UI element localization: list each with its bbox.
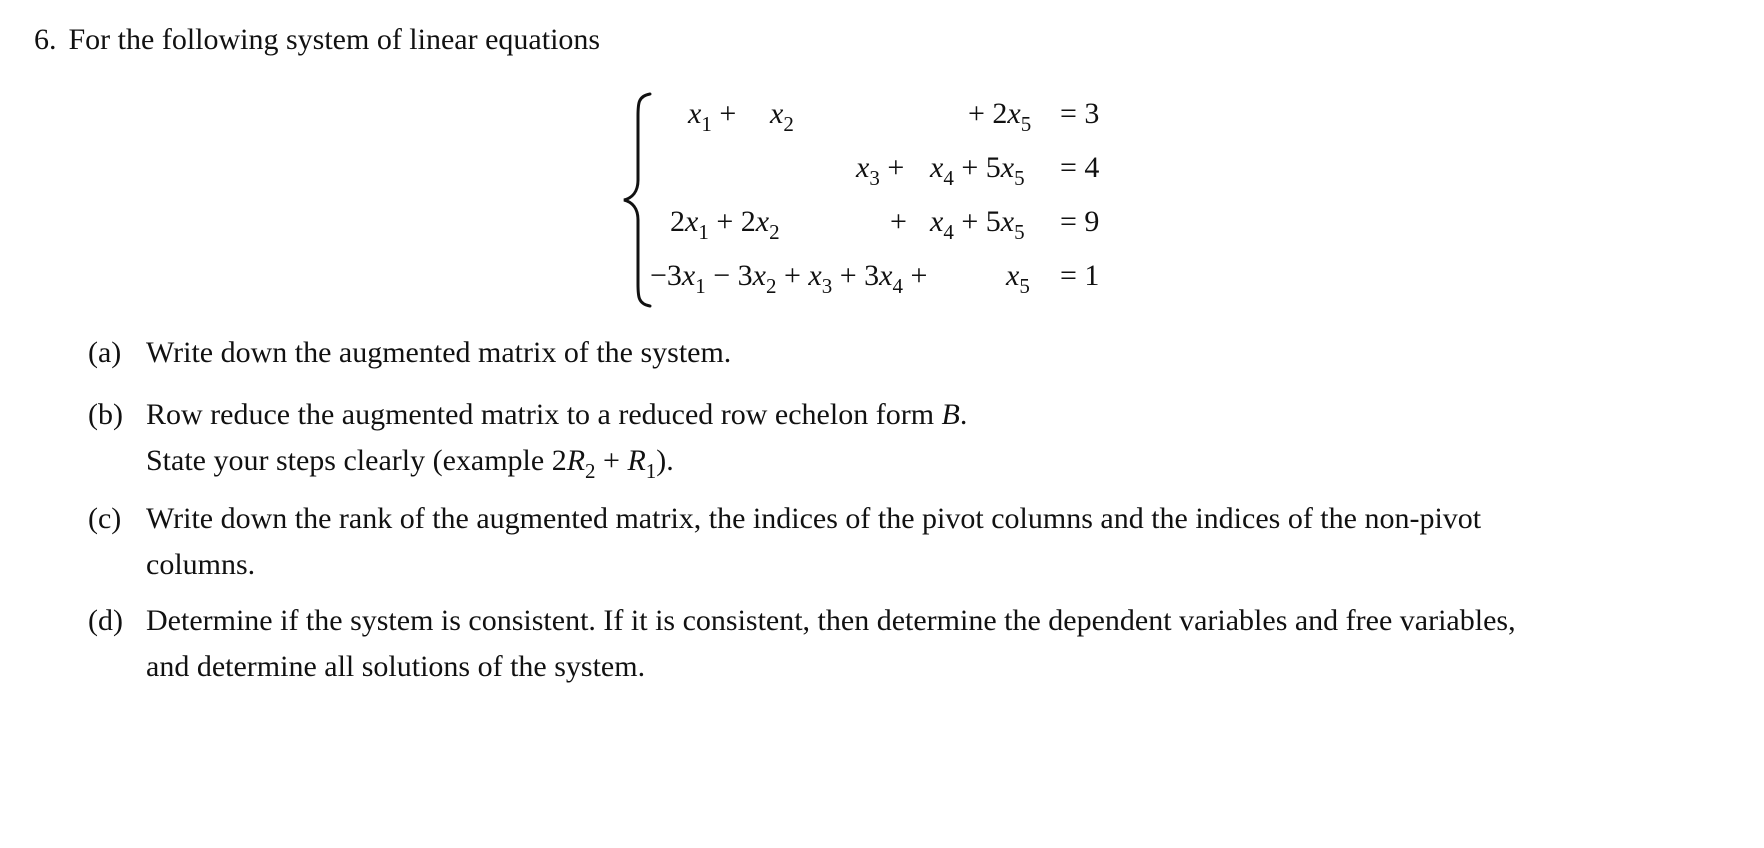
part-label: (a) [88, 336, 122, 369]
matrix-symbol: B [941, 398, 960, 431]
text-segment: State your steps clearly (example 2 [146, 444, 567, 477]
part-b-line-1 [146, 392, 1764, 438]
term: $x_4 + 5x_5$ [930, 151, 1025, 190]
equation-row-3 [660, 202, 1160, 242]
part-b-line-2 [146, 438, 1764, 486]
term: $x_3$ + [856, 151, 905, 190]
row-subscript: 1 [645, 459, 657, 483]
row-symbol: R [627, 444, 646, 477]
part-d-line-2: and determine all solutions of the system. [146, 650, 646, 683]
term: = 3 [1060, 97, 1100, 130]
problem-heading [34, 20, 600, 60]
problem-intro: For the following system of linear equations [68, 23, 601, 56]
part-label: (c) [88, 502, 122, 535]
term: $x_5$ [1006, 259, 1030, 298]
part-text [146, 496, 1764, 588]
equation-row-1 [660, 94, 1160, 134]
problem-number: 6. [34, 23, 57, 56]
term: $x_1$ + [688, 97, 737, 136]
part-label: (b) [88, 398, 123, 431]
term: $-3x_1 - 3x_2 + x_3 + 3x_4$ + [650, 259, 928, 298]
part-c-line-1: Write down the rank of the augmented matrix, the indices of the pivot columns and the indices of the non-pivot [146, 502, 1482, 535]
text-segment: . [959, 398, 968, 431]
row-symbol: R [566, 444, 586, 477]
part-text [146, 330, 1764, 376]
text-segment: Row reduce the augmented matrix to a reduced row echelon form [146, 398, 942, 431]
equation-system [620, 90, 1140, 310]
equation-row-4 [650, 256, 1160, 298]
term: + [890, 205, 907, 238]
term: $2x_1 + 2x_2$ [670, 205, 780, 244]
term: = 4 [1060, 151, 1100, 184]
part-label: (d) [88, 604, 123, 637]
left-brace [620, 90, 654, 310]
part-text [146, 598, 1764, 690]
row-subscript: 2 [585, 459, 596, 483]
text-segment: ). [656, 444, 674, 477]
term: = 9 [1060, 205, 1100, 238]
part-a-line-1: Write down the augmented matrix of the system. [146, 336, 732, 369]
text-segment: + [595, 444, 628, 477]
part-text [146, 392, 1764, 486]
term: $x_2$ [770, 97, 794, 136]
term: $x_4 + 5x_5$ [930, 205, 1025, 244]
part-d-line-1: Determine if the system is consistent. If it is consistent, then determine the dependent variables and free variables, [146, 604, 1516, 637]
term: + $2x_5$ [968, 97, 1032, 136]
term: = 1 [1060, 259, 1100, 292]
part-c-line-2: columns. [146, 548, 256, 581]
equation-row-2 [660, 148, 1160, 188]
